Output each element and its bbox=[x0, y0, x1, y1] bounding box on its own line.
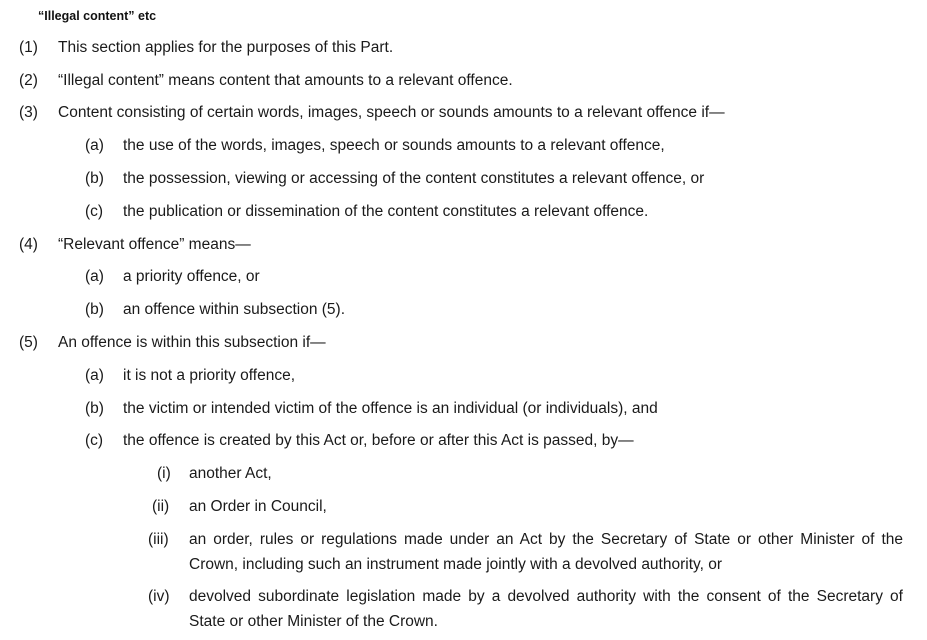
item-number: (3) bbox=[19, 104, 38, 121]
item-text: an offence within subsection (5). bbox=[123, 301, 346, 318]
item-text: Content consisting of certain words, images, speech or sounds amounts to a relevant offence if— bbox=[58, 104, 725, 121]
item-text: a priority offence, or bbox=[123, 268, 260, 285]
item-number: (5) bbox=[19, 334, 38, 351]
item-number: (b) bbox=[85, 170, 104, 187]
item-number: (4) bbox=[19, 236, 38, 253]
item-number: (iv) bbox=[148, 588, 170, 605]
item-text: the publication or dissemination of the content constitutes a relevant offence. bbox=[123, 203, 649, 220]
item-number: (ii) bbox=[152, 498, 170, 515]
section-heading: “Illegal content” etc bbox=[38, 9, 157, 23]
item-text: it is not a priority offence, bbox=[123, 367, 296, 384]
item-number: (iii) bbox=[148, 531, 169, 548]
item-number: (b) bbox=[85, 400, 104, 417]
item-text: an Order in Council, bbox=[189, 498, 327, 515]
item-number: (i) bbox=[157, 465, 171, 482]
item-text: “Relevant offence” means— bbox=[58, 236, 251, 253]
item-text: An offence is within this subsection if— bbox=[58, 334, 326, 351]
item-number: (a) bbox=[85, 367, 104, 384]
item-number: (a) bbox=[85, 268, 104, 285]
item-number: (c) bbox=[85, 432, 104, 449]
item-number: (a) bbox=[85, 137, 104, 154]
item-number: (1) bbox=[19, 39, 38, 56]
item-text: the victim or intended victim of the offence is an individual (or individuals), and bbox=[123, 400, 658, 417]
item-text: the possession, viewing or accessing of the content constitutes a relevant offence, or bbox=[123, 170, 705, 187]
item-text: This section applies for the purposes of this Part. bbox=[58, 39, 394, 56]
item-text: the offence is created by this Act or, before or after this Act is passed, by— bbox=[123, 432, 634, 449]
item-text: devolved subordinate legislation made by a devolved authority with the consent of the Secretary of State or other Minister of the Crown. bbox=[189, 588, 903, 630]
item-text: the use of the words, images, speech or sounds amounts to a relevant offence, bbox=[123, 137, 665, 154]
item-number: (b) bbox=[85, 301, 104, 318]
item-number: (c) bbox=[85, 203, 104, 220]
item-text: another Act, bbox=[189, 465, 272, 482]
item-number: (2) bbox=[19, 72, 38, 89]
item-text: “Illegal content” means content that amounts to a relevant offence. bbox=[58, 72, 513, 89]
item-text: an order, rules or regulations made under an Act by the Secretary of State or other Minister of the Crown, including such an instrument made jointly with a devolved authority, or bbox=[189, 531, 903, 573]
